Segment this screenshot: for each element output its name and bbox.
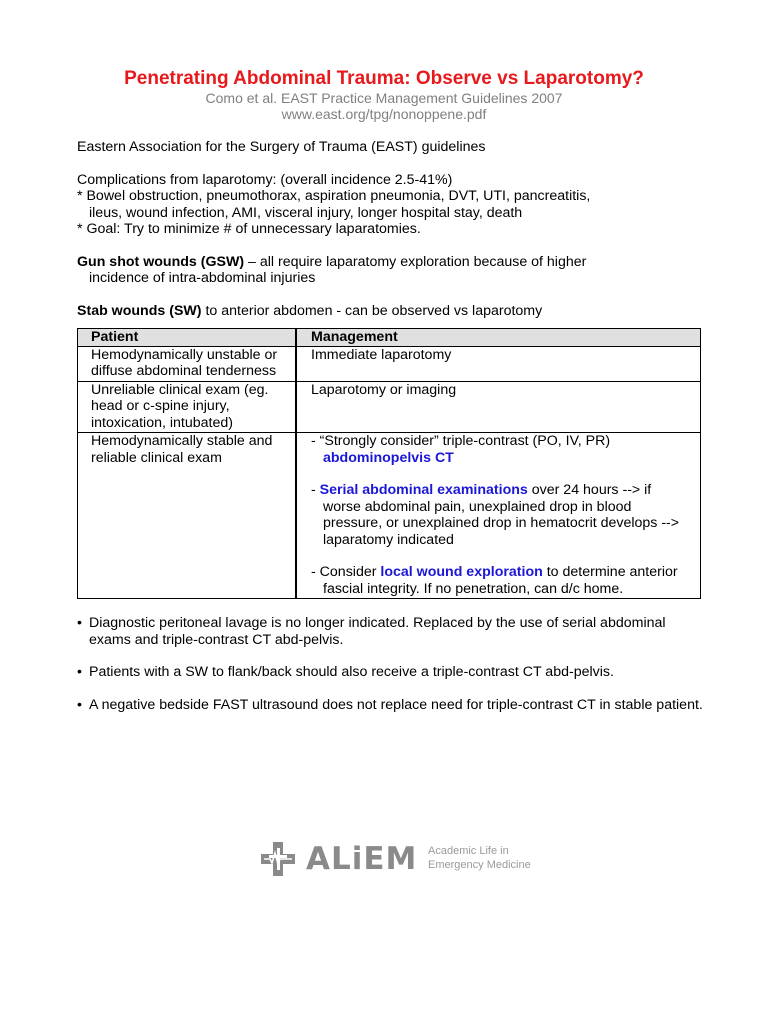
table-row	[78, 346, 701, 381]
citation: Como et al. EAST Practice Management Guidelines 2007	[205, 90, 563, 106]
row3-patient: Hemodynamically stable and reliable clinical exam	[78, 433, 297, 599]
bullet-list	[77, 615, 707, 713]
goal-text: * Goal: Try to minimize # of unnecessary laparatomies.	[77, 221, 421, 237]
row3-management	[296, 433, 701, 599]
wound-pre: - Consider	[311, 564, 381, 580]
logo-wordmark: ALiEM	[306, 841, 418, 877]
intro-text: Eastern Association for the Surgery of Trauma (EAST) guidelines	[77, 139, 486, 155]
document-header	[0, 68, 768, 122]
gsw-label: Gun shot wounds (GSW)	[77, 253, 245, 270]
bullet-dot: •	[77, 615, 82, 631]
document-body	[77, 139, 707, 729]
table-row	[78, 381, 701, 433]
complications-list-line-1: * Bowel obstruction, pneumothorax, aspiration pneumonia, DVT, UTI, pancreatitis,	[77, 188, 591, 204]
table-header-row	[78, 329, 701, 347]
management-wound-exploration	[311, 564, 692, 597]
tagline-line-2: Emergency Medicine	[428, 859, 531, 871]
sw-label: Stab wounds (SW)	[77, 302, 202, 319]
tagline-line-1: Academic Life in	[428, 845, 509, 857]
aliem-cross-icon	[258, 840, 298, 878]
complications-list-line-2: ileus, wound infection, AMI, visceral injury, longer hospital stay, death	[89, 204, 523, 221]
source-url: www.east.org/tpg/nonoppene.pdf	[281, 106, 487, 122]
bullet-text: Diagnostic peritoneal lavage is no longer indicated. Replaced by the use of serial abdominal exams and triple-contrast CT abd-pelvis.	[89, 615, 666, 648]
bullet-text: Patients with a SW to flank/back should also receive a triple-contrast CT abd-pelvis.	[89, 664, 614, 680]
wound-highlight: local wound exploration	[380, 564, 543, 580]
sw-section	[77, 303, 707, 320]
ct-text: - “Strongly consider” triple-contrast (PO, IV, PR)	[311, 433, 611, 449]
gsw-text-line-1: – all require laparatomy exploration because of higher	[244, 253, 587, 270]
row2-patient: Unreliable clinical exam (eg. head or c-spine injury, intoxication, intubated)	[78, 381, 297, 433]
aliem-logo	[258, 840, 558, 880]
sw-text: to anterior abdomen - can be observed vs laparotomy	[201, 302, 543, 319]
list-item	[77, 664, 707, 681]
header-patient: Patient	[78, 329, 297, 347]
header-management: Management	[296, 329, 701, 347]
bullet-dot: •	[77, 664, 82, 680]
logo-tagline	[428, 844, 531, 872]
ct-highlight: abdominopelvis CT	[323, 449, 454, 466]
serial-dash: -	[311, 482, 320, 498]
row1-patient: Hemodynamically unstable or diffuse abdominal tenderness	[78, 346, 297, 381]
serial-text: over 24 hours --> if worse abdominal pain, unexplained drop in blood pressure, or unexplained drop in hematocrit develops --> laparatomy indicated	[323, 482, 680, 548]
gsw-text-line-2: incidence of intra-abdominal injuries	[89, 270, 316, 286]
table-row	[78, 433, 701, 599]
list-item	[77, 697, 707, 714]
wound-text: to determine anterior fascial integrity. If no penetration, can d/c home.	[323, 564, 678, 597]
row1-management: Immediate laparotomy	[296, 346, 701, 381]
management-serial-exams	[311, 482, 692, 548]
document-title: Penetrating Abdominal Trauma: Observe vs Laparotomy?	[124, 68, 644, 89]
gsw-section	[77, 254, 707, 287]
management-table	[77, 328, 701, 599]
bullet-dot: •	[77, 696, 82, 713]
complications-heading: Complications from laparotomy: (overall incidence 2.5-41%)	[77, 171, 453, 188]
row2-management: Laparotomy or imaging	[296, 381, 701, 433]
list-item	[77, 615, 707, 648]
complications-section	[77, 172, 707, 238]
bullet-text: A negative bedside FAST ultrasound does not replace need for triple-contrast CT in stable patient.	[89, 696, 703, 713]
serial-highlight: Serial abdominal examinations	[319, 482, 528, 498]
management-ct	[311, 433, 692, 466]
